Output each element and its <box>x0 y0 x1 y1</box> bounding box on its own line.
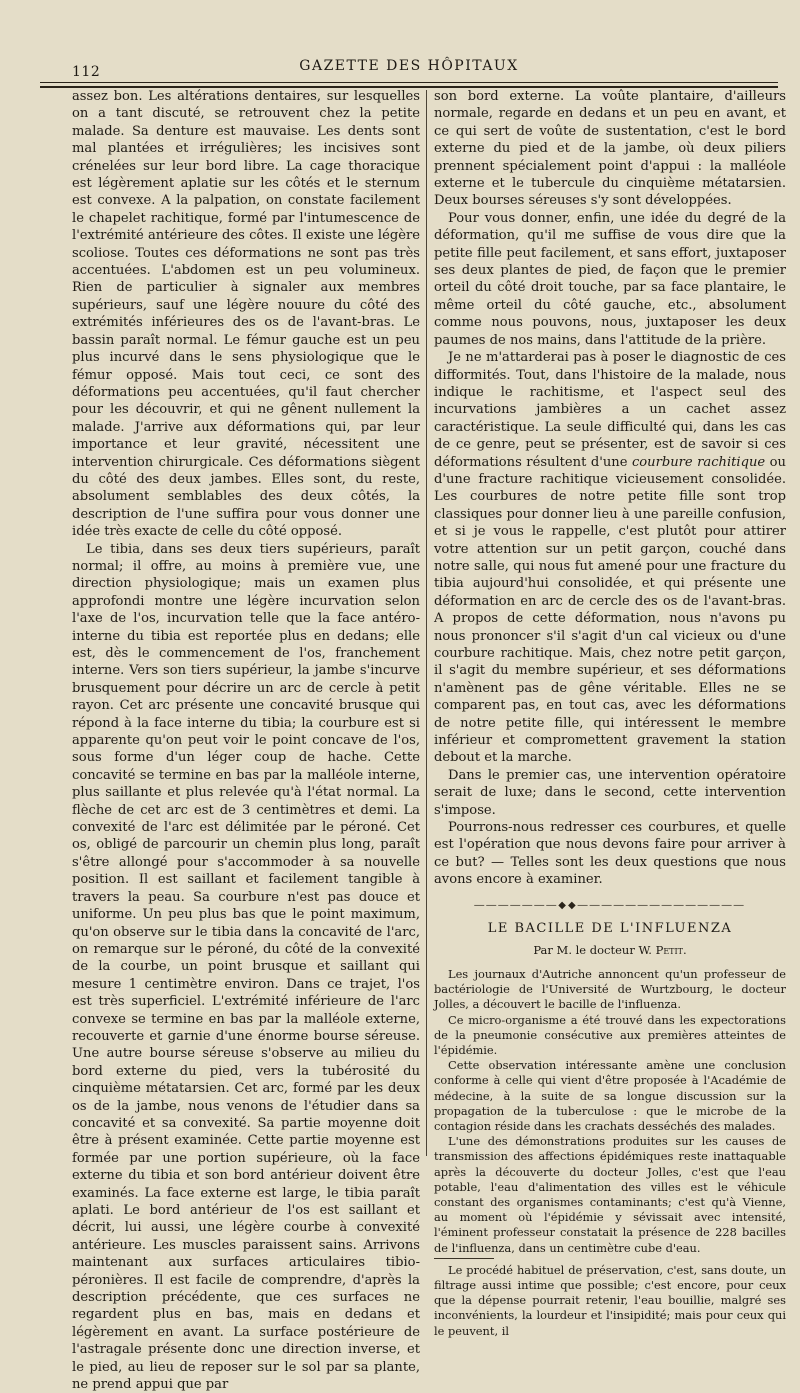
article-body <box>434 967 786 1339</box>
paragraph: Dans le premier cas, une intervention opératoire serait de luxe; dans le second, cette intervention s'impose. <box>434 767 786 818</box>
paragraph <box>434 349 786 767</box>
byline-suffix: . <box>683 942 687 957</box>
paragraph: assez bon. Les altérations dentaires, sur lesquelles on a tant discuté, se retrouvent chez la petite malade. Sa denture est mauvaise. Les dents sont mal plantées et irrégulières; les incisives sont crénelées sur leur bord libre. La cage thoracique est légèrement aplatie sur les côtés et le sternum est convexe. A la palpation, on constate facilement le chapelet rachitique, formé par l'intumescence de l'extrémité antérieure des côtes. Il existe une légère scoliose. Toutes ces déformations ne sont pas très accentuées. L'abdomen est un peu volumineux. Rien de particulier à signaler aux membres supérieurs, sauf une légère nouure du côté des extrémités inférieures des os de l'avant-bras. Le bassin paraît normal. Le fémur gauche est un peu plus incurvé dans le sens physiologique que le fémur opposé. Mais tout ceci, ce sont des déformations peu accentuées, qu'il faut chercher pour les découvrir, et qui ne gênent nullement la malade. J'arrive aux déformations qui, par leur importance et leur gravité, nécessitent une intervention chirurgicale. Ces déformations siègent du côté des deux jambes. Elles sont, du reste, absolument semblables des deux côtés, la description de l'une suffira pour vous donner une idée très exacte de celle du côté opposé. <box>72 89 420 540</box>
left-column <box>72 88 420 1393</box>
paragraph: Le tibia, dans ses deux tiers supérieurs, paraît normal; il offre, au moins à première vue, une direction physiologique; mais un examen plus approfondi montre une légère incurvation selon l'axe de l'os, incurvation telle que la face antéro-interne du tibia est reportée plus en dedans; elle est, dès le commencement de l'os, franchement interne. Vers son tiers supérieur, la jambe s'incurve brusquement pour décrire un arc de cercle à petit rayon. Cet arc présente une concavité brusque qui répond à la face interne du tibia; la courbure est si apparente qu'on peut voir le point concave de l'os, sous forme d'un léger coup de hache. Cette concavité se termine en bas par la malléole interne, plus saillante et plus relevée qu'à l'état normal. La flèche de cet arc est de 3 centimètres et demi. La convexité de l'arc est délimitée par le péroné. Cet os, obligé de parcourir un chemin plus long, paraît s'être allongé pour s'accommoder à sa nouvelle position. Il est saillant et facilement tangible à travers la peau. Sa courbure n'est pas douce et uniforme. Un peu plus bas que le point maximum, qu'on observe sur le tibia dans la concavité de l'arc, on remarque sur le péroné, du côté de la convexité de la courbe, un point brusque et saillant qui mesure 1 centimètre environ. Dans ce trajet, l'os est très superficiel. L'extrémité inférieure de l'arc convexe se termine en bas par la malléole externe, recouverte et garnie d'une énorme bourse séreuse. Une autre bourse séreuse s'observe au milieu du bord externe du pied, vers la tubérosité du cinquième métatarsien. Cet arc, formé par les deux os de la jambe, nous venons de l'étudier dans sa concavité et sa convexité. Sa partie moyenne doit être à présent examinée. Cette partie moyenne est formée par une portion supérieure, où la face externe du tibia et son bord antérieur doivent être examinés. La face externe est large, le tibia paraît aplati. Le bord antérieur de l'os est saillant et décrit, lui aussi, une légère courbe à convexité antérieure. Les muscles paraissent sains. Arrivons maintenant aux surfaces articulaires tibio-péronières. Il est facile de comprendre, d'après la description précédente, que ces surfaces ne regardent plus en bas, mais en dedans et légèrement en avant. La surface postérieure de l'astragale présente donc une direction inverse, et le pied, au lieu de reposer sur le sol par sa plante, ne prend appui que par <box>72 541 420 1393</box>
paragraph: Le procédé habituel de préservation, c'est, sans doute, un filtrage aussi intime que possible; c'est encore, pour ceux que la dépense pourrait retenir, l'eau bouillie, malgré ses inconvénients, la lourdeur et l'insipidité; mais pour ceux qui le peuvent, il <box>434 1262 786 1338</box>
page-header <box>40 58 778 82</box>
text-run: Je ne m'attarderai pas à poser le diagnostic de ces difformités. Tout, dans l'histoire de la malade, nous indique le rachitisme, et l'aspect seul des incurvations jambières a un cachet assez caractéristique. La seule difficulté qui, dans les cas de ce genre, peut se présenter, est de savoir si ces déformations résultent d'une <box>434 350 786 470</box>
paragraph: L'une des démonstrations produites sur les causes de transmission des affections épidémiques reste inattaquable après la découverte du docteur Jolles, c'est que l'eau potable, l'eau d'alimentation des villes est le véhicule constant des organismes contaminants; c'est qu'à Vienne, au moment où l'épidémie y sévissait avec intensité, l'éminent professeur constatait la présence de 228 bacilles de l'influenza, dans un centimètre cube d'eau. <box>434 1134 786 1255</box>
paragraph-separator <box>434 1258 494 1259</box>
italic-term: courbure rachitique <box>631 454 766 470</box>
byline-author: Petit <box>655 942 684 957</box>
page-number: 112 <box>72 64 101 80</box>
paragraph: Ce micro-organisme a été trouvé dans les expectorations de la pneumonie consécutive aux premières atteintes de l'épidémie. <box>434 1012 786 1057</box>
section-ornament: ―――――――◆◆―――――――――――――― <box>474 899 746 911</box>
paragraph: son bord externe. La voûte plantaire, d'ailleurs normale, regarde en dedans et un peu en avant, et ce qui sert de voûte de sustentation, c'est le bord externe du pied et de la jambe, où deux piliers prennent spécialement point d'appui : la malléole externe et le tubercule du cinquième métatarsien. Deux bourses séreuses s'y sont développées. <box>434 89 786 209</box>
column-divider <box>426 90 427 1156</box>
byline-prefix: Par M. le docteur W. <box>533 942 656 957</box>
article-title: LE BACILLE DE L'INFLUENZA <box>487 921 733 937</box>
paragraph: Cette observation intéressante amène une conclusion conforme à celle qui vient d'être proposée à l'Académie de médecine, à la suite de sa longue discussion sur la propagation de la tuberculose : que le microbe de la contagion réside dans les crachats desséchés des malades. <box>434 1058 786 1133</box>
header-rule <box>40 82 778 83</box>
article-byline <box>434 942 786 959</box>
running-title: GAZETTE DES HÔPITAUX <box>299 58 519 74</box>
right-column <box>434 88 786 1339</box>
paragraph: Pour vous donner, enfin, une idée du degré de la déformation, qu'il me suffise de vous dire que la petite fille peut facilement, et sans effort, juxtaposer ses deux plantes de pied, de façon que le premier orteil du côté droit touche, par sa face plantaire, le même orteil du côté gauche, etc., absolument comme nous pouvons, nous, juxtaposer les deux paumes de nos mains, dans l'attitude de la prière. <box>434 210 786 348</box>
text-run: ou d'une fracture rachitique vicieusement consolidée. Les courbures de notre petite fille sont trop classiques pour donner lieu à une pareille confusion, et si je vous le rappelle, c'est plutôt pour attirer votre attention sur un petit garçon, couché dans notre salle, qui nous fut amené pour une fracture du tibia aujourd'hui consolidée, et qui présente une déformation en arc de cercle des os de l'avant-bras. A propos de cette déformation, nous n'avons pu nous prononcer s'il s'agit d'un cal vicieux ou d'une courbure rachitique. Mais, chez notre petit garçon, il s'agit du membre supérieur, et ses déformations n'amènent pas de gêne véritable. Elles ne se comparent pas, en tout cas, avec les déformations de notre petite fille, qui intéressent le membre inférieur et compromettent gravement la station debout et la marche. <box>434 454 786 766</box>
paragraph: Les journaux d'Autriche annoncent qu'un professeur de bactériologie de l'Université de Wurtzbourg, le docteur Jolles, a découvert le bacille de l'influenza. <box>434 966 786 1012</box>
paragraph: Pourrons-nous redresser ces courbures, et quelle est l'opération que nous devons faire pour arriver à ce but? — Telles sont les deux questions que nous avons encore à examiner. <box>434 820 786 888</box>
